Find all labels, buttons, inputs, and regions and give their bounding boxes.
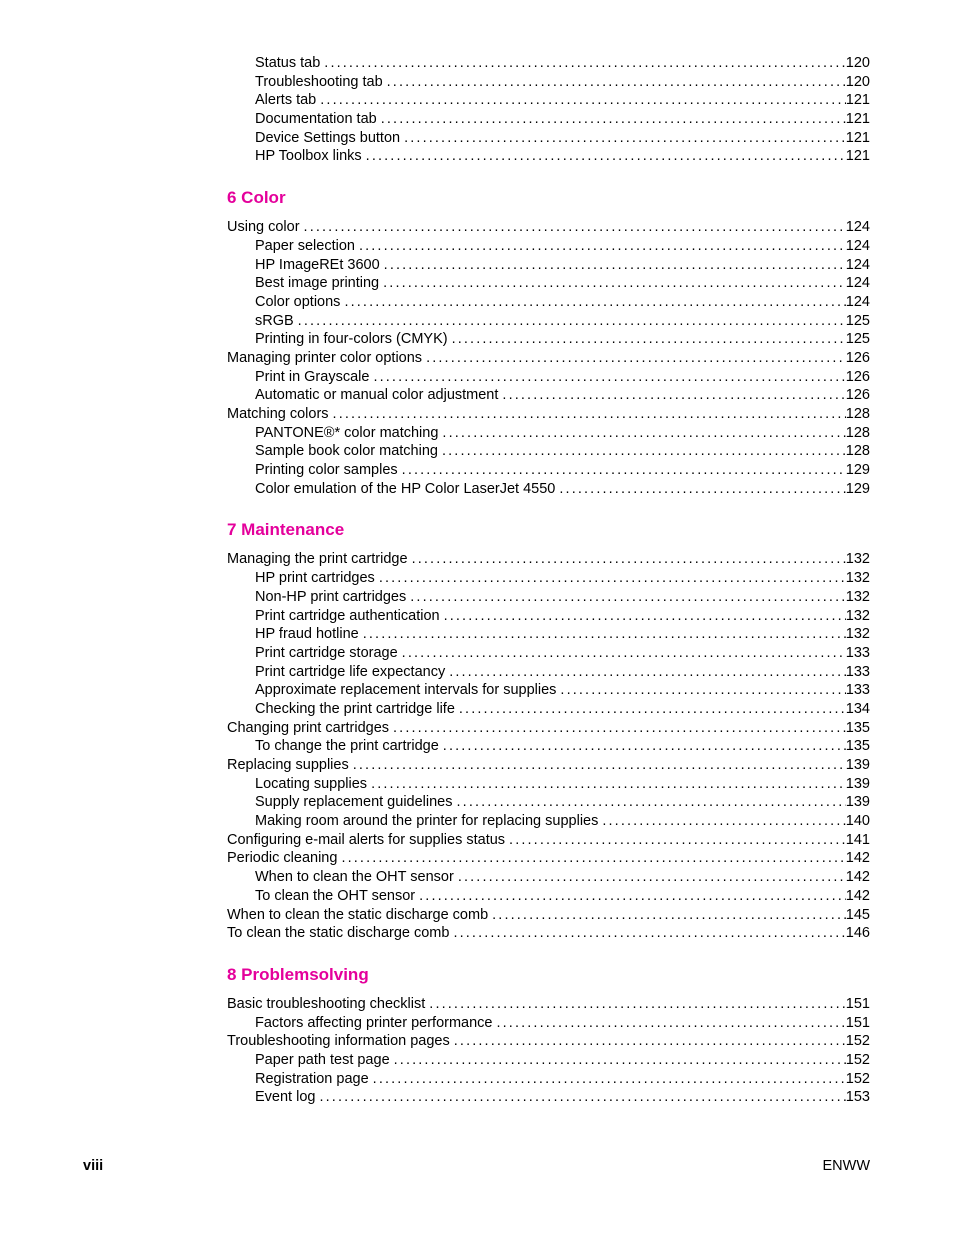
toc-entry-page: 153 <box>845 1089 870 1106</box>
dot-leader <box>426 349 846 368</box>
toc-entry-page: 121 <box>845 111 870 128</box>
toc-entry-page: 121 <box>845 129 870 146</box>
toc-entry-title: Configuring e-mail alerts for supplies status <box>227 831 506 848</box>
dot-leader <box>457 793 846 812</box>
toc-entry-title: Automatic or manual color adjustment <box>255 387 499 404</box>
toc-entry-title: Device Settings button <box>255 129 401 146</box>
toc-entry[interactable] <box>227 569 870 588</box>
toc-entry[interactable] <box>227 54 870 73</box>
toc-entry-title: Printing color samples <box>255 462 398 479</box>
toc-entry-title: Changing print cartridges <box>227 719 390 736</box>
toc-entry-page: 126 <box>845 349 870 366</box>
toc-entry-page: 120 <box>845 73 870 90</box>
document-code: ENWW <box>822 1158 870 1174</box>
toc-entry[interactable] <box>227 147 870 166</box>
table-of-contents <box>227 54 870 1107</box>
dot-leader <box>363 625 846 644</box>
toc-entry-title: Managing the print cartridge <box>227 551 408 568</box>
toc-entry-title: PANTONE®* color matching <box>255 424 439 441</box>
dot-leader <box>381 110 846 129</box>
dot-leader <box>373 1070 846 1089</box>
toc-entry-page: 151 <box>845 1014 870 1031</box>
toc-entry[interactable] <box>227 906 870 925</box>
dot-leader <box>443 737 846 756</box>
dot-leader <box>373 368 845 387</box>
dot-leader <box>560 681 845 700</box>
toc-entry-title: Matching colors <box>227 406 329 422</box>
toc-entry[interactable] <box>227 442 870 461</box>
toc-entry-title: Paper selection <box>255 237 355 254</box>
toc-entry-page: 125 <box>845 312 870 329</box>
toc-entry-title: Approximate replacement intervals for supplies <box>255 682 557 699</box>
dot-leader <box>298 312 846 331</box>
toc-entry-title: Checking the print cartridge life <box>255 700 455 717</box>
dot-leader <box>394 1051 846 1070</box>
toc-entry-page: 124 <box>845 275 870 292</box>
dot-leader <box>333 405 846 424</box>
toc-entry-page: 124 <box>845 256 870 273</box>
toc-entry[interactable] <box>227 588 870 607</box>
toc-entry[interactable] <box>227 737 870 756</box>
toc-entry-page: 126 <box>845 368 870 385</box>
toc-entry-title: Color options <box>255 293 341 310</box>
toc-entry-page: 132 <box>845 551 870 568</box>
dot-leader <box>419 887 846 906</box>
dot-leader <box>412 550 846 569</box>
dot-leader <box>459 700 846 719</box>
toc-entry-title: To clean the OHT sensor <box>255 887 416 904</box>
toc-entry-title: Periodic cleaning <box>227 850 338 867</box>
toc-entry[interactable] <box>227 849 870 868</box>
toc-entry-page: 146 <box>845 925 870 942</box>
toc-entry-page: 128 <box>845 443 870 460</box>
toc-entry[interactable] <box>227 480 870 499</box>
toc-entry-page: 124 <box>845 237 870 254</box>
dot-leader <box>402 461 846 480</box>
toc-entry-title: To clean the static discharge comb <box>227 925 450 942</box>
toc-entry-page: 139 <box>845 775 870 792</box>
dot-leader <box>366 147 846 166</box>
toc-entry-page: 140 <box>845 813 870 830</box>
toc-entry-title: Replacing supplies <box>227 757 349 773</box>
toc-entry[interactable] <box>227 1032 870 1051</box>
toc-entry-title: HP fraud hotline <box>255 626 359 643</box>
toc-entry[interactable] <box>227 386 870 405</box>
dot-leader <box>458 868 846 887</box>
dot-leader <box>453 924 845 943</box>
dot-leader <box>429 995 846 1014</box>
toc-entry[interactable] <box>227 330 870 349</box>
toc-entry[interactable] <box>227 73 870 92</box>
dot-leader <box>602 812 845 831</box>
dot-leader <box>452 330 846 349</box>
toc-entry[interactable] <box>227 756 870 775</box>
toc-entry-page: 132 <box>845 570 870 587</box>
toc-entry[interactable] <box>227 868 870 887</box>
toc-entry-title: Using color <box>227 219 300 236</box>
toc-entry[interactable] <box>227 700 870 719</box>
toc-entry[interactable] <box>227 129 870 148</box>
dot-leader <box>559 480 845 499</box>
toc-entry-title: sRGB <box>255 312 294 329</box>
toc-section <box>227 965 870 1107</box>
toc-entry-page: 141 <box>845 831 870 848</box>
toc-entry[interactable] <box>227 812 870 831</box>
toc-entry-title: Printing in four-colors (CMYK) <box>255 331 448 348</box>
dot-leader <box>344 293 845 312</box>
dot-leader <box>304 218 846 237</box>
toc-entry-page: 152 <box>845 1033 870 1050</box>
toc-entry-title: Locating supplies <box>255 775 368 792</box>
toc-entry-page: 125 <box>845 331 870 348</box>
dot-leader <box>402 644 846 663</box>
toc-entry-title: Troubleshooting information pages <box>227 1033 450 1050</box>
dot-leader <box>341 849 845 868</box>
toc-entry-page: 133 <box>845 644 870 661</box>
toc-entry-page: 126 <box>845 387 870 404</box>
toc-entry-title: Color emulation of the HP Color LaserJet 4550 <box>255 480 556 497</box>
toc-entry[interactable] <box>227 719 870 738</box>
toc-entry-page: 152 <box>845 1051 870 1068</box>
toc-entry-title: Factors affecting printer performance <box>255 1014 493 1031</box>
dot-leader <box>404 129 846 148</box>
toc-entry-title: Event log <box>255 1089 316 1106</box>
dot-leader <box>502 386 845 405</box>
toc-entry-page: 152 <box>845 1070 870 1087</box>
toc-entry-title: Non-HP print cartridges <box>255 588 407 605</box>
toc-entry-title: Print cartridge authentication <box>255 607 440 624</box>
toc-entry[interactable] <box>227 349 870 368</box>
toc-entry[interactable] <box>227 681 870 700</box>
dot-leader <box>387 73 846 92</box>
toc-entry-title: Best image printing <box>255 275 380 292</box>
toc-entry[interactable] <box>227 312 870 331</box>
dot-leader <box>359 237 846 256</box>
toc-entry[interactable] <box>227 607 870 626</box>
dot-leader <box>492 906 846 925</box>
dot-leader <box>444 607 846 626</box>
toc-entry[interactable] <box>227 237 870 256</box>
dot-leader <box>393 719 846 738</box>
toc-entry-page: 132 <box>845 607 870 624</box>
dot-leader <box>454 1032 846 1051</box>
toc-entry[interactable] <box>227 405 870 424</box>
toc-entry-page: 142 <box>845 887 870 904</box>
toc-entry-page: 135 <box>845 719 870 736</box>
toc-entry-page: 124 <box>845 293 870 310</box>
toc-entry-title: Sample book color matching <box>255 443 438 460</box>
dot-leader <box>320 91 846 110</box>
toc-entry-page: 128 <box>845 406 870 422</box>
dot-leader <box>383 274 846 293</box>
toc-entry[interactable] <box>227 831 870 850</box>
dot-leader <box>442 442 846 461</box>
toc-entry-title: Status tab <box>255 55 321 71</box>
dot-leader <box>384 256 846 275</box>
toc-entry-page: 142 <box>845 869 870 886</box>
toc-entry[interactable] <box>227 625 870 644</box>
toc-entry-page: 124 <box>845 219 870 236</box>
toc-entry-page: 133 <box>845 663 870 680</box>
toc-entry-page: 133 <box>845 682 870 699</box>
toc-entry-page: 145 <box>845 906 870 923</box>
toc-entry-title: When to clean the OHT sensor <box>255 869 454 886</box>
toc-entry-title: Troubleshooting tab <box>255 73 383 90</box>
toc-entry-page: 139 <box>845 794 870 811</box>
toc-section <box>227 188 870 498</box>
chapter-heading[interactable]: 6 Color <box>227 188 286 208</box>
toc-entry[interactable] <box>227 995 870 1014</box>
toc-entry-title: Print in Grayscale <box>255 368 370 385</box>
toc-entry[interactable] <box>227 1051 870 1070</box>
toc-section <box>227 54 870 166</box>
toc-entry[interactable] <box>227 1070 870 1089</box>
toc-entry-title: To change the print cartridge <box>255 738 439 755</box>
dot-leader <box>324 54 846 73</box>
dot-leader <box>379 569 846 588</box>
toc-entry[interactable] <box>227 550 870 569</box>
chapter-heading[interactable]: 7 Maintenance <box>227 520 345 540</box>
toc-entry-page: 129 <box>845 462 870 479</box>
toc-entry[interactable] <box>227 256 870 275</box>
dot-leader <box>410 588 846 607</box>
toc-entry[interactable] <box>227 793 870 812</box>
toc-entry-page: 121 <box>845 148 870 165</box>
toc-entry[interactable] <box>227 644 870 663</box>
toc-entry-page: 132 <box>845 626 870 643</box>
toc-entry[interactable] <box>227 924 870 943</box>
toc-entry-page: 128 <box>845 424 870 441</box>
dot-leader <box>319 1088 845 1107</box>
toc-entry-page: 121 <box>845 92 870 109</box>
toc-entry[interactable] <box>227 293 870 312</box>
chapter-heading[interactable]: 8 Problemsolving <box>227 964 369 984</box>
dot-leader <box>496 1014 845 1033</box>
toc-entry-title: Registration page <box>255 1070 369 1087</box>
toc-entry[interactable] <box>227 110 870 129</box>
toc-entry-page: 135 <box>845 738 870 755</box>
toc-entry-page: 129 <box>845 480 870 497</box>
toc-entry[interactable] <box>227 368 870 387</box>
toc-entry[interactable] <box>227 1088 870 1107</box>
toc-entry-title: HP print cartridges <box>255 570 375 587</box>
toc-entry-title: HP ImageREt 3600 <box>255 256 380 273</box>
toc-entry[interactable] <box>227 274 870 293</box>
toc-entry-title: HP Toolbox links <box>255 148 362 165</box>
toc-entry-title: Print cartridge life expectancy <box>255 663 446 680</box>
toc-entry-title: Basic troubleshooting checklist <box>227 995 426 1012</box>
toc-entry-title: Supply replacement guidelines <box>255 794 453 811</box>
toc-entry-page: 142 <box>845 850 870 867</box>
dot-leader <box>449 663 846 682</box>
dot-leader <box>509 831 846 850</box>
toc-entry-page: 120 <box>845 55 870 71</box>
toc-entry[interactable] <box>227 218 870 237</box>
toc-entry[interactable] <box>227 461 870 480</box>
toc-entry-title: Documentation tab <box>255 111 377 128</box>
toc-entry[interactable] <box>227 424 870 443</box>
toc-entry-title: Paper path test page <box>255 1051 390 1068</box>
dot-leader <box>371 775 846 794</box>
toc-section <box>227 520 870 942</box>
dot-leader <box>353 756 846 775</box>
toc-entry[interactable] <box>227 887 870 906</box>
dot-leader <box>442 424 845 443</box>
toc-entry[interactable] <box>227 663 870 682</box>
toc-entry-page: 139 <box>845 757 870 773</box>
toc-entry-title: Making room around the printer for replacing supplies <box>255 813 599 830</box>
toc-entry-title: When to clean the static discharge comb <box>227 906 489 923</box>
toc-entry-page: 132 <box>845 588 870 605</box>
toc-entry[interactable] <box>227 1014 870 1033</box>
toc-entry-title: Alerts tab <box>255 92 317 109</box>
toc-entry-title: Print cartridge storage <box>255 644 398 661</box>
toc-entry-title: Managing printer color options <box>227 349 423 366</box>
page-number: viii <box>83 1158 104 1174</box>
toc-entry-page: 151 <box>845 995 870 1012</box>
toc-entry-page: 134 <box>845 700 870 717</box>
toc-entry[interactable] <box>227 775 870 794</box>
toc-entry[interactable] <box>227 91 870 110</box>
